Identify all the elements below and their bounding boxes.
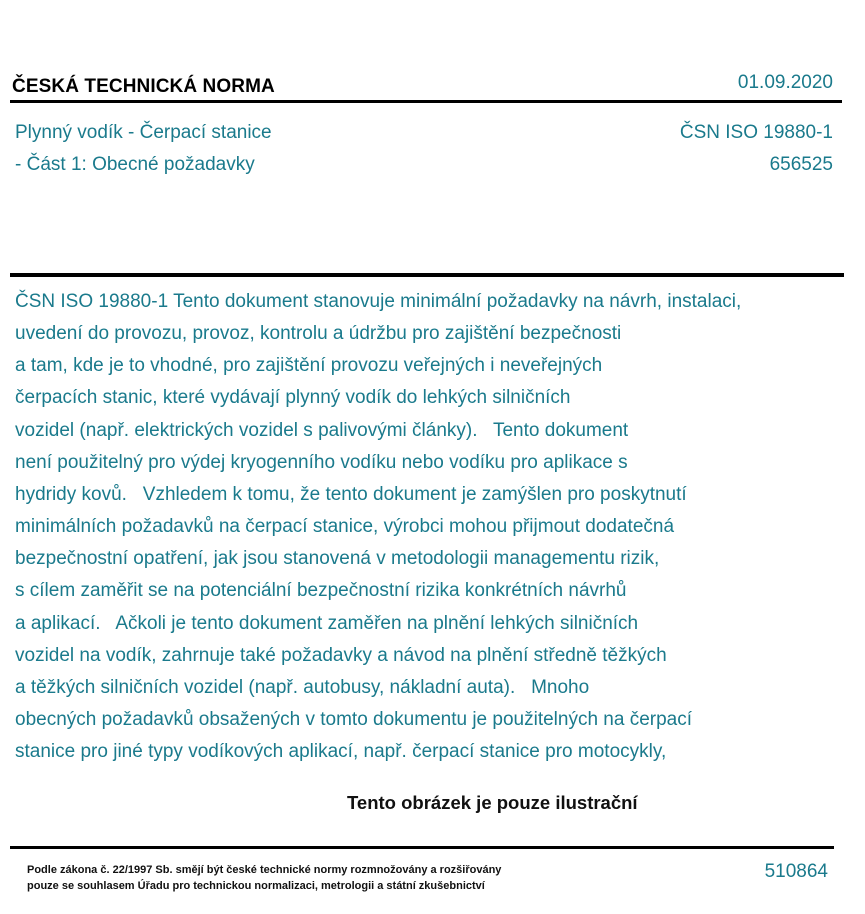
abstract-line: vozidel na vodík, zahrnuje také požadavky a návod na plnění středně těžkých — [15, 644, 667, 666]
document-type-heading: ČESKÁ TECHNICKÁ NORMA — [12, 76, 275, 97]
abstract-line: čerpacích stanic, které vydávají plynný vodík do lehkých silničních — [15, 387, 571, 409]
header-divider — [10, 100, 842, 103]
standard-id-block — [680, 117, 833, 181]
copyright-line-1: Podle zákona č. 22/1997 Sb. smějí být české technické normy rozmnožovány a rozšiřovány — [27, 864, 502, 876]
publication-date: 01.09.2020 — [737, 72, 833, 93]
illustration-disclaimer: Tento obrázek je pouze ilustrační — [347, 792, 638, 813]
abstract-line: a aplikací. Ačkoli je tento dokument zaměřen na plnění lehkých silničních — [15, 612, 639, 634]
abstract-line: hydridy kovů. Vzhledem k tomu, že tento dokument je zamýšlen pro poskytnutí — [15, 483, 687, 505]
footer-reference-number: 510864 — [764, 861, 828, 882]
copyright-notice — [27, 862, 501, 894]
abstract-line: stanice pro jiné typy vodíkových aplikací, např. čerpací stanice pro motocykly, — [15, 741, 667, 763]
abstract-line: obecných požadavků obsažených v tomto dokumentu je použitelných na čerpací — [15, 709, 693, 731]
abstract-line: bezpečnostní opatření, jak jsou stanovená v metodologii managementu rizik, — [15, 548, 660, 570]
abstract-line: minimálních požadavků na čerpací stanice, výrobci mohou přijmout dodatečná — [15, 516, 675, 538]
footer-divider — [10, 846, 834, 849]
abstract-line: a tam, kde je to vhodné, pro zajištění provozu veřejných i neveřejných — [15, 355, 603, 377]
abstract-line: vozidel (např. elektrických vozidel s palivovými články). Tento dokument — [15, 419, 629, 441]
standard-code: ČSN ISO 19880-1 — [679, 122, 833, 143]
copyright-line-2: pouze se souhlasem Úřadu pro technickou normalizaci, metrologii a státní zkušebnictví — [27, 880, 485, 892]
standard-title-block — [15, 117, 272, 181]
abstract-line: uvedení do provozu, provoz, kontrolu a údržbu pro zajištění bezpečnosti — [15, 323, 622, 345]
standard-title-line-1: Plynný vodík - Čerpací stanice — [15, 122, 272, 143]
abstract-text — [15, 286, 845, 768]
abstract-line: není použitelný pro výdej kryogenního vodíku nebo vodíku pro aplikace s — [15, 451, 628, 473]
abstract-line: ČSN ISO 19880-1 Tento dokument stanovuje minimální požadavky na návrh, instalaci, — [15, 291, 742, 312]
abstract-line: s cílem zaměřit se na potenciální bezpečnostní rizika konkrétních návrhů — [15, 580, 627, 602]
standard-title-line-2: - Část 1: Obecné požadavky — [15, 154, 255, 175]
abstract-line: a těžkých silničních vozidel (např. autobusy, nákladní auta). Mnoho — [15, 676, 590, 698]
catalog-number: 656525 — [769, 154, 833, 175]
content-divider — [10, 273, 844, 277]
